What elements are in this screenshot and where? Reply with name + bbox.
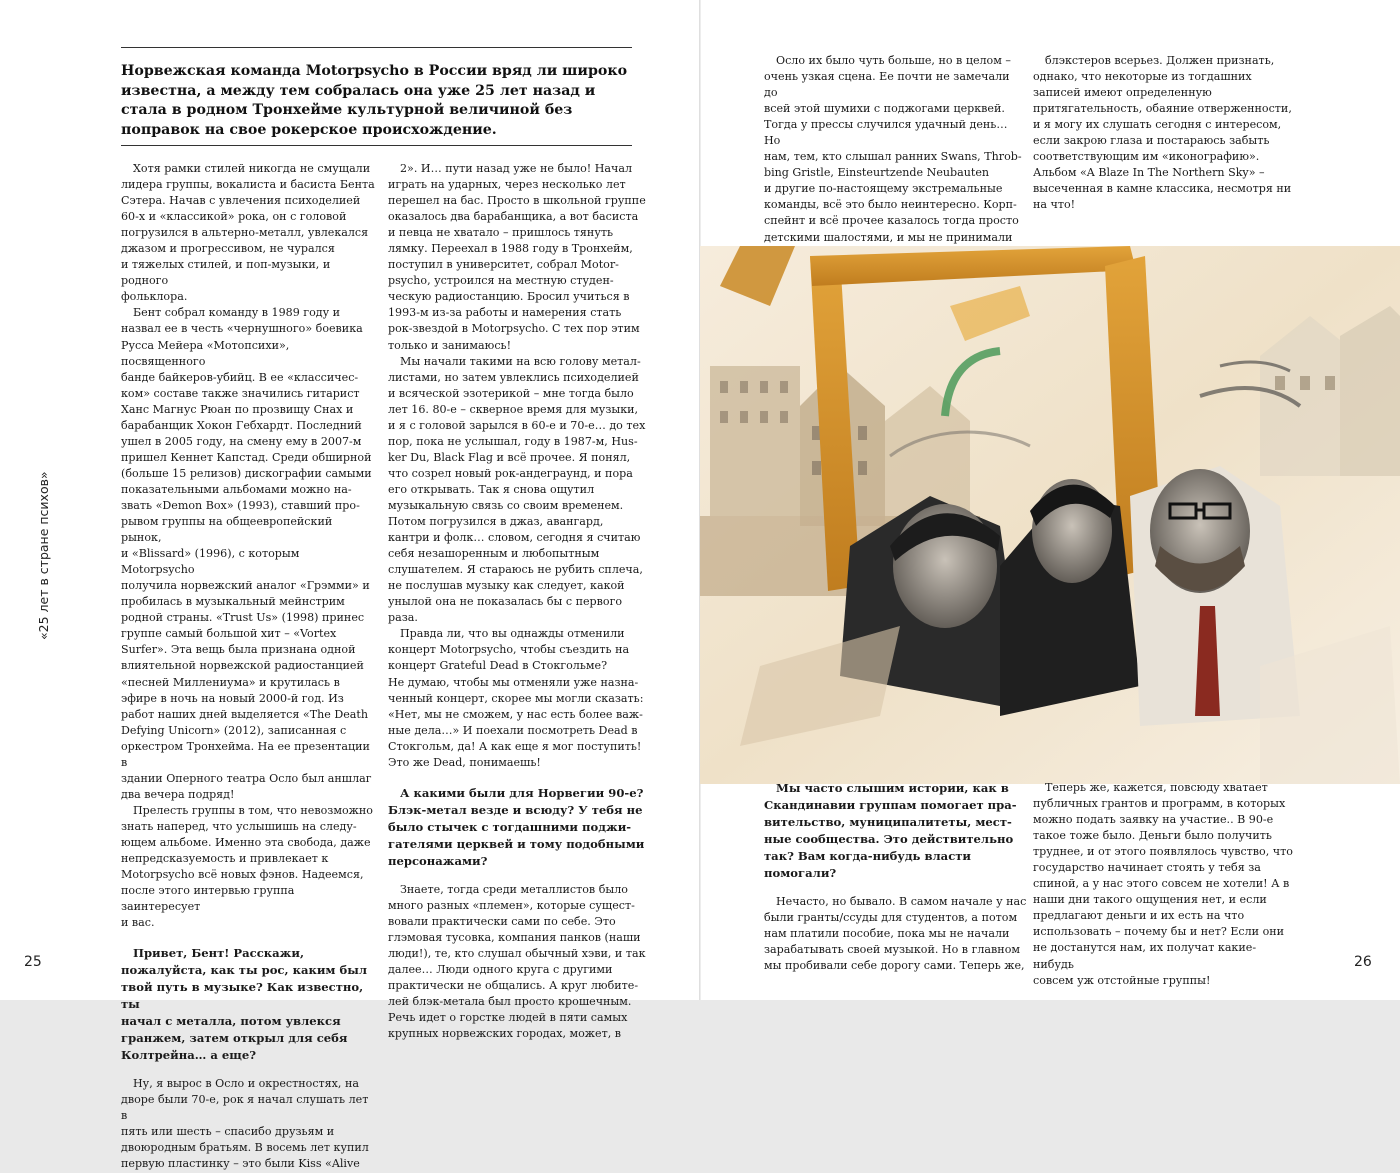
question: А какими были для Норвегии 90-е? Блэк-метал везде и всюду? У тебя не было стычек с тогдашними поджи- гателями церквей и тому подобными персонажами?: [388, 785, 645, 868]
paragraph: Правда ли, что вы однажды отменили концерт Motorpsycho, чтобы съездить на концерт Grateful Dead в Стокгольме? Не думаю, чтобы мы отменяли уже назна- ченный концерт, скорее мы могли сказать: «Нет, мы не сможем, у нас есть более важ- ные дела…» И поехали посмотреть Dead в Стокгольм, да! А как еще я мог поступить! Это же Dead, понимаешь!: [388, 627, 644, 769]
illustration-artwork: [700, 246, 1400, 784]
page-number-left: 25: [24, 954, 42, 970]
text-column-1: [121, 161, 376, 1173]
lead-paragraph: Норвежская команда Motorpsycho в России вряд ли широко известна, а между тем собралась она уже 25 лет назад и стала в родном Тронхейме культурной величиной без поправок на свое рокерское происхождение.: [121, 63, 628, 138]
top-rule: [121, 47, 632, 48]
paragraph: Осло их было чуть больше, но в целом – очень узкая сцена. Ее почти не замечали до всей этой шумихи с поджогами церквей. Тогда у прессы случился удачный день… Но нам, тем, кто слышал ранних Swans, Throb- bing Gristle, Einsteurtzende Neubauten и другие по-настоящему экстремальные команды, всё это было неинтересно. Корп- спейнт и всё прочее казалось тогда просто детскими шалостями, и мы не принимали: [764, 54, 1022, 244]
question: Привет, Бент! Расскажи, пожалуйста, как ты рос, каким был твой путь в музыке? Как известно, ты начал с металла, потом увлекся гранжем, затем открыл для себя Колтрейна… а еще?: [121, 946, 368, 1063]
text-column-4: [1033, 53, 1293, 213]
paragraph: Мы начали такими на всю голову метал- листами, но затем увлеклись психоделией и всяческой эзотерикой – мне тогда было лет 16. 80-е – скверное время для музыки, и я с головой зарылся в 60-е и 70-е… до тех пор, пока не услышал, году в 1987-м, Hus- ker Du, Black Flag и всё прочее. Я понял, что созрел новый рок-андеграунд, и пора его открывать. Так я снова ощутил музыкальную связь со своим временем. Потом погрузился в джаз, авангард, кантри и фолк… словом, сегодня я считаю себя незашоренным и любопытным слушателем. Я стараюсь не рубить сплеча, не послушав музыку как следует, какой унылой она не показалась бы с первого раза.: [388, 354, 646, 625]
text-column-6: [1033, 780, 1295, 989]
text-column-5: [764, 780, 1029, 974]
paragraph: Нечасто, но бывало. В самом начале у нас были гранты/ссуды для студентов, а потом нам платили пособие, пока мы не начали зарабатывать своей музыкой. Но в главном мы пробивали себе дорогу сами. Теперь же,: [764, 895, 1027, 973]
paragraph: Хотя рамки стилей никогда не смущали лидера группы, вокалиста и басиста Бента Сэтера. Начав с увлечения психоделией 60-х и «классикой» рока, он с головой погрузился в альтерно-металл, увлекался джазом и прогрессивом, не чурался и тяжелых стилей, и поп-музыки, и родного фольклора.: [121, 162, 375, 304]
page-number-right: 26: [1354, 954, 1372, 970]
band-illustration: [700, 246, 1400, 784]
text-column-3: [764, 53, 1022, 246]
paragraph: Прелесть группы в том, что невозможно знать наперед, что услышишь на следу- ющем альбоме. Именно эта свобода, даже непредсказуемость и привлекает к Motorpsycho всё новых фэнов. Надеемся, после этого интервью группа заинтересует и вас.: [121, 803, 373, 930]
question: Мы часто слышим истории, как в Скандинавии группам помогает пра- вительство, муниципалитеты, мест- ные сообщества. Это действительно так? Вам когда-нибудь власти помогали?: [764, 781, 1017, 880]
paragraph: 2». И… пути назад уже не было! Начал играть на ударных, через несколько лет перешел на бас. Просто в школьной группе оказалось два барабанщика, а вот басиста и певца не хватало – пришлось тянуть лямку. Переехал в 1988 году в Тронхейм, поступил в университет, собрал Motor- psycho, устроился на местную студен- ческую радиостанцию. Бросил учиться в 1993-м из-за работы и намерения стать рок-звездой в Motorpsycho. С тех пор этим только и занимаюсь!: [388, 162, 646, 352]
text-column-2: [388, 161, 648, 1042]
paragraph: Теперь же, кажется, повсюду хватает публичных грантов и программ, в которых можно подать заявку на участие.. В 90-е такое тоже было. Деньги было получить труднее, и от этого появлялось чувство, что государство начинает стоять у тебя за спиной, а у нас этого совсем не хотели! А в наши дни такого ощущения нет, и если предлагают деньги и их есть на что использовать – почему бы и нет? Если они не достанутся нам, их получат какие-нибудь совсем уж отстойные группы!: [1033, 781, 1293, 987]
lead-bottom-rule: [121, 145, 632, 146]
section-title-vertical: «25 лет в стране психов»: [36, 471, 51, 640]
paragraph: Знаете, тогда среди металлистов было много разных «племен», которые сущест- вовали практически сами по себе. Это глэмовая тусовка, компания панков (наши люди!), те, кто слушал обычный хэви, и так далее… Люди одного круга с другими практически не общались. А круг любите- лей блэк-метала был просто крошечным. Речь идет о горстке людей в пяти самых крупных норвежских городах, может, в: [388, 882, 646, 1041]
paragraph: Ну, я вырос в Осло и окрестностях, на дворе были 70-е, рок я начал слушать лет в пять или шесть – спасибо друзьям и двоюродным братьям. В восемь лет купил первую пластинку – это были Kiss «Alive: [121, 1077, 369, 1171]
paragraph: блэкстеров всерьез. Должен признать, однако, что некоторые из тогдашних записей имеют определенную притягательность, обаяние отверженности, и я могу их слушать сегодня с интересом, если закрою глаза и постараюсь забыть соответствующим им «иконографию». Альбом «A Blaze In The Northern Sky» – высеченная в камне классика, несмотря ни на что!: [1033, 54, 1292, 212]
paragraph: Бент собрал команду в 1989 году и назвал ее в честь «чернушного» боевика Русса Мейера «Мотопсихи», посвященного банде байкеров-убийц. В ее «классичес- ком» составе также значились гитарист Ханс Магнус Рюан по прозвищу Снах и барабанщик Хокон Гебхардт. Последний ушел в 2005 году, на смену ему в 2007-м пришел Кеннет Капстад. Среди обширной (больше 15 релизов) дискографии самыми показательными альбомами можно на- звать «Demon Box» (1993), ставший про- рывом группы на общеевропейский рынок, и «Blissard» (1996), с которым Motorpsycho получила норвежский аналог «Грэмми» и пробилась в музыкальный мейнстрим родной страны. «Trust Us» (1998) принес группе самый большой хит – «Vortex Surfer». Эта вещь была признана одной влиятельной норвежской радиостанцией «песней Миллениума» и крутилась в эфире в ночь на новый 2000-й год. Из работ наших дней выделяется «The Death Defying Unicorn» (2012), записанная с оркестром Тронхейма. На ее презентации в здании Оперного театра Осло был аншлаг два вечера подряд!: [121, 306, 372, 801]
